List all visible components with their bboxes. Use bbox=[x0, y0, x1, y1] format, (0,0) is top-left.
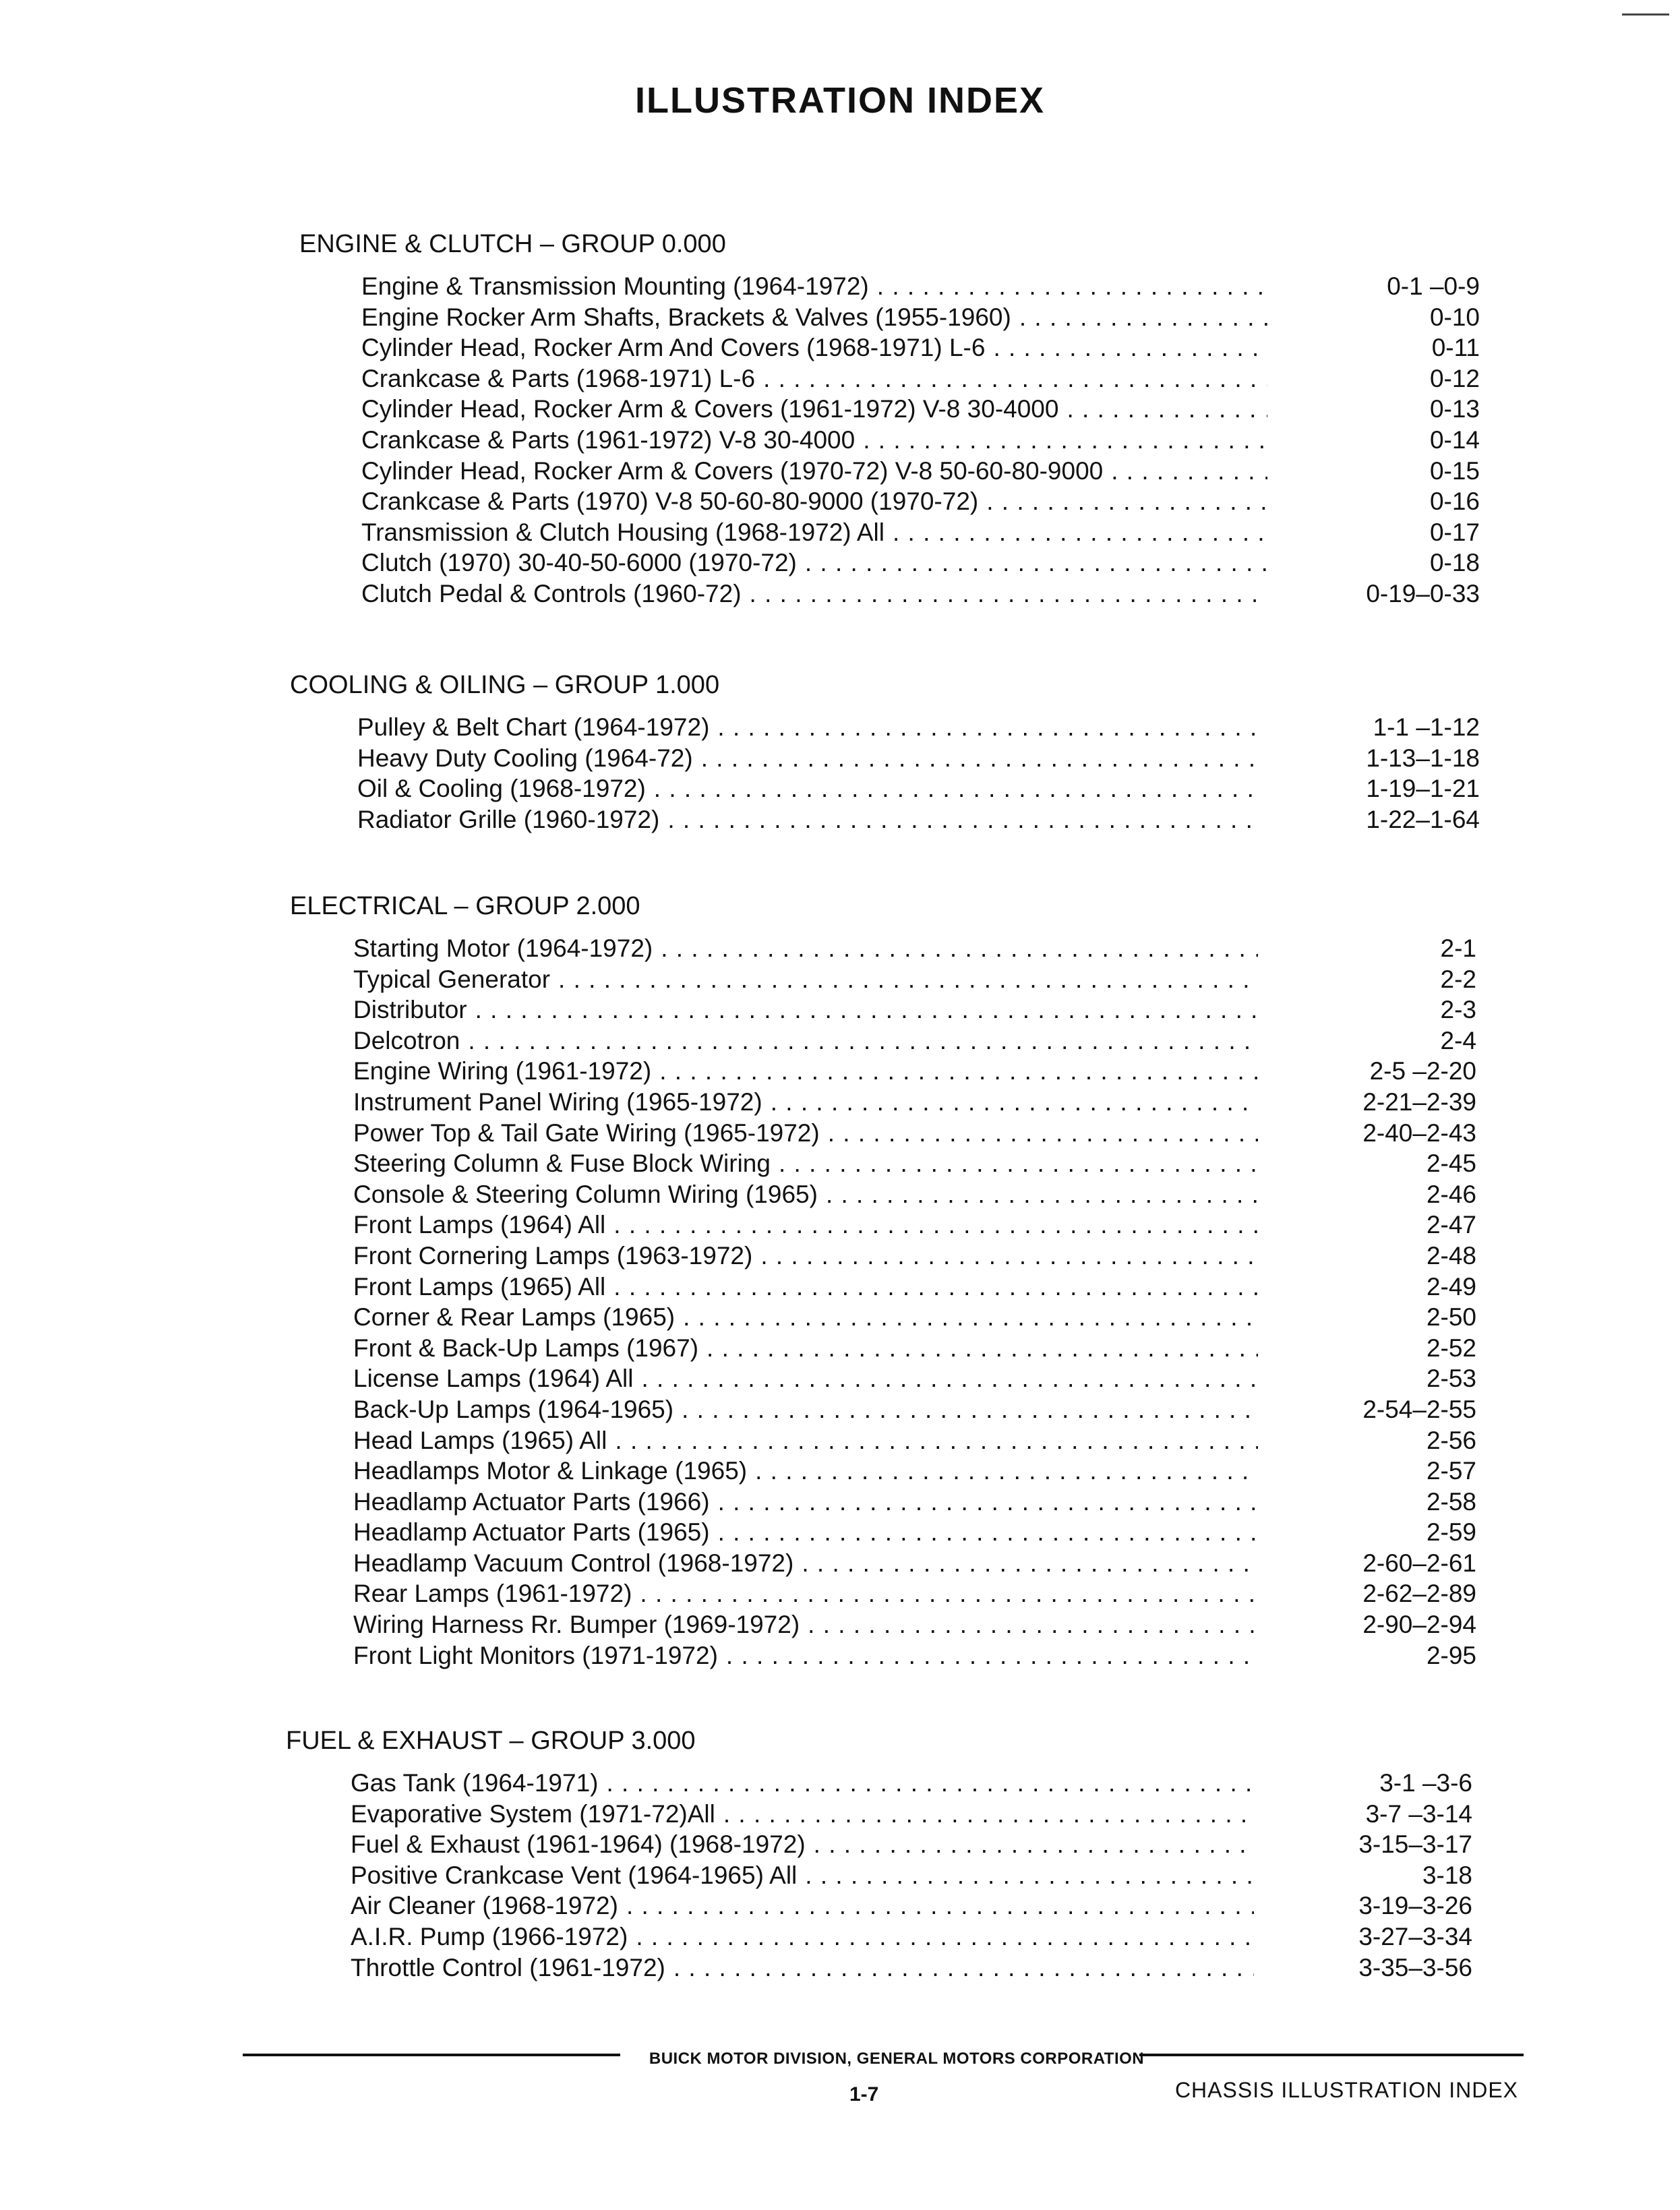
entry-pages: 2-48 bbox=[1426, 1241, 1476, 1270]
entry-pages: 2-3 bbox=[1440, 996, 1476, 1024]
entry-pages: 2-60–2-61 bbox=[1362, 1549, 1476, 1577]
leader-dots bbox=[353, 1425, 1258, 1456]
entry-label: Rear Lamps (1961-1972) bbox=[353, 1580, 634, 1607]
index-entry bbox=[0, 994, 1680, 1025]
section-heading: FUEL & EXHAUST – GROUP 3.000 bbox=[286, 1727, 696, 1755]
entry-label: Cylinder Head, Rocker Arm & Covers (1961-1972) V-8 30-4000 bbox=[361, 395, 1061, 423]
index-entry bbox=[0, 363, 1680, 394]
entry-label: Radiator Grille (1960-1972) bbox=[357, 806, 662, 833]
leader-dots bbox=[357, 743, 1261, 774]
index-entry bbox=[0, 1952, 1680, 1983]
entry-label: Throttle Control (1961-1972) bbox=[351, 1954, 668, 1981]
leader-dots bbox=[357, 773, 1261, 804]
entry-pages: 2-21–2-39 bbox=[1362, 1087, 1476, 1116]
entry-label: Back-Up Lamps (1964-1965) bbox=[353, 1396, 676, 1423]
leader-dots bbox=[353, 1241, 1258, 1272]
entry-pages: 2-53 bbox=[1426, 1365, 1476, 1393]
index-entry bbox=[0, 1272, 1680, 1303]
entry-pages: 3-7 –3-14 bbox=[1365, 1799, 1472, 1828]
entry-pages: 3-1 –3-6 bbox=[1379, 1769, 1472, 1797]
entry-pages: 0-1 –0-9 bbox=[1387, 272, 1480, 300]
entry-pages: 2-47 bbox=[1426, 1211, 1476, 1239]
entry-label: Headlamp Actuator Parts (1966) bbox=[353, 1488, 713, 1516]
index-entry bbox=[0, 456, 1680, 487]
entry-pages: 2-40–2-43 bbox=[1362, 1118, 1476, 1147]
leader-dots bbox=[361, 456, 1267, 487]
entry-pages: 0-11 bbox=[1431, 334, 1480, 362]
index-entry bbox=[0, 1363, 1680, 1394]
entry-pages: 0-19–0-33 bbox=[1366, 579, 1480, 607]
entry-label: Wiring Harness Rr. Bumper (1969-1972) bbox=[353, 1611, 802, 1638]
entry-label: Front Light Monitors (1971-1972) bbox=[353, 1642, 721, 1669]
entry-pages: 2-49 bbox=[1426, 1272, 1476, 1301]
leader-dots bbox=[361, 547, 1267, 578]
leader-dots bbox=[353, 1272, 1258, 1303]
index-entry bbox=[0, 743, 1680, 774]
leader-dots bbox=[353, 1609, 1258, 1640]
entry-pages: 3-15–3-17 bbox=[1358, 1830, 1472, 1859]
entry-label: Transmission & Clutch Housing (1968-1972) All bbox=[361, 518, 887, 546]
index-entry bbox=[0, 1025, 1680, 1056]
section-heading: ENGINE & CLUTCH – GROUP 0.000 bbox=[299, 230, 726, 258]
leader-dots bbox=[351, 1921, 1254, 1952]
index-section bbox=[0, 1725, 1680, 1983]
index-entry bbox=[0, 1578, 1680, 1609]
entry-pages: 2-58 bbox=[1426, 1487, 1476, 1516]
page-title: ILLUSTRATION INDEX bbox=[635, 80, 1045, 121]
entry-pages: 1-13–1-18 bbox=[1366, 744, 1480, 772]
entry-pages: 0-10 bbox=[1429, 303, 1480, 331]
index-entry bbox=[0, 1087, 1680, 1118]
entry-label: Headlamps Motor & Linkage (1965) bbox=[353, 1457, 750, 1485]
index-entry bbox=[0, 1890, 1680, 1921]
index-entry bbox=[0, 1548, 1680, 1579]
entry-label: Evaporative System (1971-72)All bbox=[351, 1800, 718, 1828]
entry-label: Headlamp Vacuum Control (1968-1972) bbox=[353, 1549, 796, 1577]
index-entry bbox=[0, 1829, 1680, 1860]
leader-dots bbox=[361, 394, 1267, 425]
index-entry bbox=[0, 1209, 1680, 1241]
footer-page-number: 1-7 bbox=[849, 2083, 879, 2106]
index-entry bbox=[0, 1333, 1680, 1364]
index-section bbox=[0, 228, 1680, 609]
entry-label: Fuel & Exhaust (1961-1964) (1968-1972) bbox=[351, 1830, 808, 1858]
index-entry bbox=[0, 1056, 1680, 1087]
entry-label: Positive Crankcase Vent (1964-1965) All bbox=[351, 1861, 800, 1889]
entry-pages: 0-18 bbox=[1429, 549, 1480, 577]
leader-dots bbox=[353, 1517, 1258, 1548]
footer-rule-left bbox=[243, 2054, 620, 2056]
entry-label: Head Lamps (1965) All bbox=[353, 1427, 609, 1454]
leader-dots bbox=[361, 425, 1267, 456]
entry-label: Crankcase & Parts (1968-1971) L-6 bbox=[361, 365, 758, 392]
leader-dots bbox=[361, 302, 1267, 333]
leader-dots bbox=[353, 1487, 1258, 1518]
entry-label: Instrument Panel Wiring (1965-1972) bbox=[353, 1088, 765, 1116]
leader-dots bbox=[353, 994, 1258, 1025]
leader-dots bbox=[353, 1056, 1258, 1087]
leader-dots bbox=[361, 271, 1267, 302]
index-entry bbox=[0, 1302, 1680, 1333]
index-entry bbox=[0, 1425, 1680, 1456]
entry-label: Power Top & Tail Gate Wiring (1965-1972) bbox=[353, 1119, 822, 1147]
index-entry bbox=[0, 1640, 1680, 1671]
leader-dots bbox=[361, 517, 1267, 548]
leader-dots bbox=[353, 1578, 1258, 1609]
entry-pages: 0-13 bbox=[1429, 395, 1480, 423]
entry-label: License Lamps (1964) All bbox=[353, 1365, 636, 1392]
leader-dots bbox=[351, 1829, 1254, 1860]
section-heading: ELECTRICAL – GROUP 2.000 bbox=[290, 892, 640, 920]
entry-label: A.I.R. Pump (1966-1972) bbox=[351, 1923, 630, 1950]
entry-pages: 1-19–1-21 bbox=[1366, 775, 1480, 803]
index-entry bbox=[0, 1799, 1680, 1830]
entry-pages: 2-52 bbox=[1426, 1334, 1476, 1362]
leader-dots bbox=[353, 1118, 1258, 1149]
entry-label: Clutch Pedal & Controls (1960-72) bbox=[361, 580, 744, 607]
index-entry bbox=[0, 1179, 1680, 1210]
leader-dots bbox=[361, 578, 1267, 609]
index-entry bbox=[0, 394, 1680, 425]
entry-label: Starting Motor (1964-1972) bbox=[353, 934, 655, 962]
index-entry bbox=[0, 1456, 1680, 1487]
leader-dots bbox=[353, 1333, 1258, 1364]
entry-label: Front Cornering Lamps (1963-1972) bbox=[353, 1242, 755, 1270]
corner-mark bbox=[1622, 13, 1669, 16]
index-entry bbox=[0, 1860, 1680, 1891]
section-heading: COOLING & OILING – GROUP 1.000 bbox=[290, 671, 720, 699]
leader-dots bbox=[353, 1025, 1258, 1056]
entry-pages: 3-19–3-26 bbox=[1358, 1892, 1472, 1920]
entry-label: Engine & Transmission Mounting (1964-1972) bbox=[361, 272, 872, 300]
index-entry bbox=[0, 1609, 1680, 1640]
index-entry bbox=[0, 486, 1680, 517]
leader-dots bbox=[353, 1640, 1258, 1671]
entry-pages: 2-4 bbox=[1440, 1026, 1476, 1054]
index-entry bbox=[0, 302, 1680, 333]
entry-label: Crankcase & Parts (1970) V-8 50-60-80-9000 (1970-72) bbox=[361, 487, 981, 515]
entry-pages: 0-12 bbox=[1429, 364, 1480, 392]
leader-dots bbox=[351, 1799, 1254, 1830]
leader-dots bbox=[351, 1860, 1254, 1891]
entry-pages: 2-50 bbox=[1426, 1303, 1476, 1332]
leader-dots bbox=[351, 1952, 1254, 1983]
leader-dots bbox=[351, 1890, 1254, 1921]
leader-dots bbox=[353, 1148, 1258, 1179]
entry-label: Distributor bbox=[353, 996, 470, 1023]
entry-label: Corner & Rear Lamps (1965) bbox=[353, 1303, 678, 1331]
leader-dots bbox=[353, 964, 1258, 995]
entry-label: Steering Column & Fuse Block Wiring bbox=[353, 1149, 773, 1177]
entry-pages: 3-35–3-56 bbox=[1358, 1953, 1472, 1981]
entry-pages: 2-62–2-89 bbox=[1362, 1580, 1476, 1608]
footer-rule-right bbox=[1139, 2054, 1524, 2056]
entry-pages: 2-95 bbox=[1426, 1641, 1476, 1669]
index-entry bbox=[0, 773, 1680, 804]
index-entry bbox=[0, 1768, 1680, 1799]
entry-label: Cylinder Head, Rocker Arm And Covers (1968-1971) L-6 bbox=[361, 334, 988, 361]
index-entry bbox=[0, 271, 1680, 302]
entry-label: Front Lamps (1964) All bbox=[353, 1211, 608, 1238]
entry-label: Cylinder Head, Rocker Arm & Covers (1970-72) V-8 50-60-80-9000 bbox=[361, 457, 1106, 485]
index-entry bbox=[0, 933, 1680, 964]
leader-dots bbox=[353, 1209, 1258, 1241]
leader-dots bbox=[361, 486, 1267, 517]
leader-dots bbox=[353, 1302, 1258, 1333]
footer-section-title: CHASSIS ILLUSTRATION INDEX bbox=[1174, 2078, 1518, 2102]
entry-label: Console & Steering Column Wiring (1965) bbox=[353, 1181, 820, 1208]
entry-pages: 2-59 bbox=[1426, 1518, 1476, 1547]
index-entry bbox=[0, 1487, 1680, 1518]
entry-label: Crankcase & Parts (1961-1972) V-8 30-4000 bbox=[361, 426, 858, 454]
leader-dots bbox=[357, 804, 1261, 835]
entry-pages: 0-14 bbox=[1429, 425, 1480, 454]
entry-pages: 2-2 bbox=[1440, 965, 1476, 993]
entry-pages: 2-45 bbox=[1426, 1149, 1476, 1178]
entry-pages: 2-90–2-94 bbox=[1362, 1611, 1476, 1639]
index-entry bbox=[0, 547, 1680, 578]
index-entry bbox=[0, 712, 1680, 743]
leader-dots bbox=[361, 332, 1267, 363]
entry-label: Oil & Cooling (1968-1972) bbox=[357, 775, 649, 802]
entry-pages: 3-27–3-34 bbox=[1358, 1922, 1472, 1950]
entry-pages: 2-56 bbox=[1426, 1426, 1476, 1454]
entry-pages: 0-17 bbox=[1429, 518, 1480, 546]
leader-dots bbox=[353, 1087, 1258, 1118]
entry-pages: 2-46 bbox=[1426, 1180, 1476, 1208]
index-section bbox=[0, 669, 1680, 835]
index-entry bbox=[0, 517, 1680, 548]
entry-pages: 3-18 bbox=[1422, 1861, 1472, 1889]
index-entry bbox=[0, 1921, 1680, 1952]
entry-pages: 2-57 bbox=[1426, 1457, 1476, 1485]
entry-pages: 0-15 bbox=[1429, 456, 1480, 485]
leader-dots bbox=[357, 712, 1261, 743]
entry-label: Front Lamps (1965) All bbox=[353, 1273, 608, 1301]
leader-dots bbox=[353, 1179, 1258, 1210]
entry-label: Pulley & Belt Chart (1964-1972) bbox=[357, 713, 712, 741]
entry-label: Gas Tank (1964-1971) bbox=[351, 1769, 601, 1797]
leader-dots bbox=[353, 1363, 1258, 1394]
index-entry bbox=[0, 1241, 1680, 1272]
leader-dots bbox=[361, 363, 1267, 394]
index-entry bbox=[0, 1517, 1680, 1548]
entry-pages: 2-1 bbox=[1440, 934, 1476, 962]
index-entry bbox=[0, 578, 1680, 609]
index-entry bbox=[0, 1118, 1680, 1149]
index-entry bbox=[0, 804, 1680, 835]
entry-label: Front & Back-Up Lamps (1967) bbox=[353, 1334, 701, 1362]
entry-label: Heavy Duty Cooling (1964-72) bbox=[357, 744, 696, 772]
leader-dots bbox=[353, 933, 1258, 964]
footer-company: BUICK MOTOR DIVISION, GENERAL MOTORS CORPORATION bbox=[649, 2050, 1145, 2068]
index-entry bbox=[0, 1394, 1680, 1425]
entry-pages: 1-22–1-64 bbox=[1366, 805, 1480, 833]
leader-dots bbox=[353, 1394, 1258, 1425]
leader-dots bbox=[353, 1456, 1258, 1487]
entry-label: Engine Rocker Arm Shafts, Brackets & Valves (1955-1960) bbox=[361, 303, 1014, 331]
entry-label: Engine Wiring (1961-1972) bbox=[353, 1057, 654, 1085]
entry-label: Typical Generator bbox=[353, 965, 553, 993]
index-entry bbox=[0, 425, 1680, 456]
leader-dots bbox=[353, 1548, 1258, 1579]
entry-label: Air Cleaner (1968-1972) bbox=[351, 1892, 621, 1919]
entry-pages: 2-54–2-55 bbox=[1362, 1395, 1476, 1423]
entry-pages: 0-16 bbox=[1429, 487, 1480, 516]
index-entry bbox=[0, 332, 1680, 363]
entry-label: Clutch (1970) 30-40-50-6000 (1970-72) bbox=[361, 549, 800, 576]
entry-label: Headlamp Actuator Parts (1965) bbox=[353, 1518, 713, 1546]
entry-pages: 1-1 –1-12 bbox=[1373, 713, 1480, 741]
index-entry bbox=[0, 964, 1680, 995]
index-entry bbox=[0, 1148, 1680, 1179]
entry-pages: 2-5 –2-20 bbox=[1369, 1057, 1476, 1085]
entry-label: Delcotron bbox=[353, 1027, 462, 1054]
leader-dots bbox=[351, 1768, 1254, 1799]
index-section bbox=[0, 890, 1680, 1671]
